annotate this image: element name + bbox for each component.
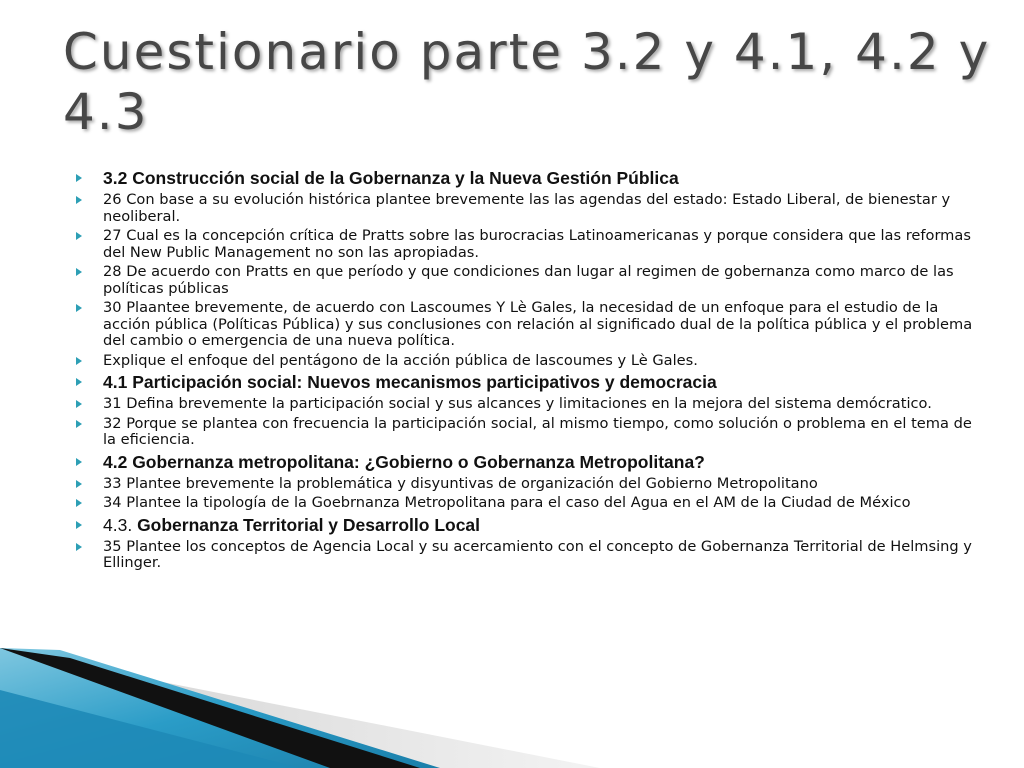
bullet-text: 33 Plantee brevemente la problemática y disyuntivas de organización del Gobierno Metropolitano bbox=[103, 474, 818, 492]
question-26 bbox=[76, 192, 976, 225]
question-28 bbox=[76, 264, 976, 297]
bullet-text: Gobernanza Territorial y Desarrollo Local bbox=[137, 514, 481, 535]
question-35 bbox=[76, 539, 976, 572]
bullet-arrow-icon bbox=[76, 174, 82, 182]
bullet-arrow-icon bbox=[76, 196, 82, 204]
bullet-text: 28 De acuerdo con Pratts en que período y que condiciones dan lugar al regimen de gobernanza como marco de las políticas públicas bbox=[103, 263, 954, 297]
bullet-arrow-icon bbox=[76, 400, 82, 408]
bullet-arrow-icon bbox=[76, 268, 82, 276]
bullet-text: 4.1 Participación social: Nuevos mecanismos participativos y democracia bbox=[103, 372, 717, 392]
bullet-text: 26 Con base a su evolución histórica plantee brevemente las las agendas del estado: Estado Liberal, de bienestar y neoliberal. bbox=[103, 191, 951, 225]
bullet-text: 35 Plantee los conceptos de Agencia Local y su acercamiento con el concepto de Gobernanza Territorial de Helmsing y Ellinger. bbox=[103, 537, 972, 571]
bullet-list bbox=[76, 166, 976, 575]
question-32 bbox=[76, 416, 976, 449]
question-34 bbox=[76, 495, 976, 512]
bullet-arrow-icon bbox=[76, 543, 82, 551]
heading-prefix: 4.3. bbox=[103, 514, 138, 535]
bullet-text: 27 Cual es la concepción crítica de Pratts sobre las burocracias Latinoamericanas y porque considera que las reformas del New Public Management no son las apropiadas. bbox=[103, 227, 971, 261]
bullet-text: Explique el enfoque del pentágono de la acción pública de lascoumes y Lè Gales. bbox=[103, 351, 698, 369]
bullet-arrow-icon bbox=[76, 458, 82, 466]
question-31 bbox=[76, 396, 976, 413]
bullet-arrow-icon bbox=[76, 357, 82, 365]
section-heading-4-3 bbox=[76, 515, 976, 535]
question-30 bbox=[76, 300, 976, 350]
bullet-text: 4.2 Gobernanza metropolitana: ¿Gobierno o Gobernanza Metropolitana? bbox=[103, 451, 705, 472]
question-33 bbox=[76, 476, 976, 493]
section-heading-3-2 bbox=[76, 168, 976, 188]
bullet-arrow-icon bbox=[76, 304, 82, 312]
question-27 bbox=[76, 228, 976, 261]
bullet-arrow-icon bbox=[76, 499, 82, 507]
section-heading-4-2 bbox=[76, 452, 976, 472]
bullet-arrow-icon bbox=[76, 232, 82, 240]
bullet-arrow-icon bbox=[76, 480, 82, 488]
bullet-text: 34 Plantee la tipología de la Goebrnanza Metropolitana para el caso del Agua en el AM de la Ciudad de México bbox=[103, 494, 911, 511]
slide-title: Cuestionario parte 3.2 y 4.1, 4.2 y 4.3 bbox=[63, 23, 991, 141]
bullet-text: 30 Plaantee brevemente, de acuerdo con Lascoumes Y Lè Gales, la necesidad de un enfoque para el estudio de la acción pública (Políticas Pública) y sus conclusiones con relación al significado dual de la política pública y el problema del cambio o emergencia de una nueva política. bbox=[103, 299, 973, 349]
question-pentagono bbox=[76, 353, 976, 370]
bullet-text: 31 Defina brevemente la participación social y sus alcances y limitaciones en la mejora del sistema demócratico. bbox=[103, 395, 932, 412]
bullet-arrow-icon bbox=[76, 420, 82, 428]
section-heading-4-1 bbox=[76, 372, 976, 392]
bullet-arrow-icon bbox=[76, 378, 82, 386]
bullet-text: 3.2 Construcción social de la Gobernanza y la Nueva Gestión Pública bbox=[103, 168, 679, 188]
bullet-arrow-icon bbox=[76, 521, 82, 529]
bullet-text: 32 Porque se plantea con frecuencia la participación social, al mismo tiempo, como solución o problema en el tema de la eficiencia. bbox=[103, 414, 972, 448]
